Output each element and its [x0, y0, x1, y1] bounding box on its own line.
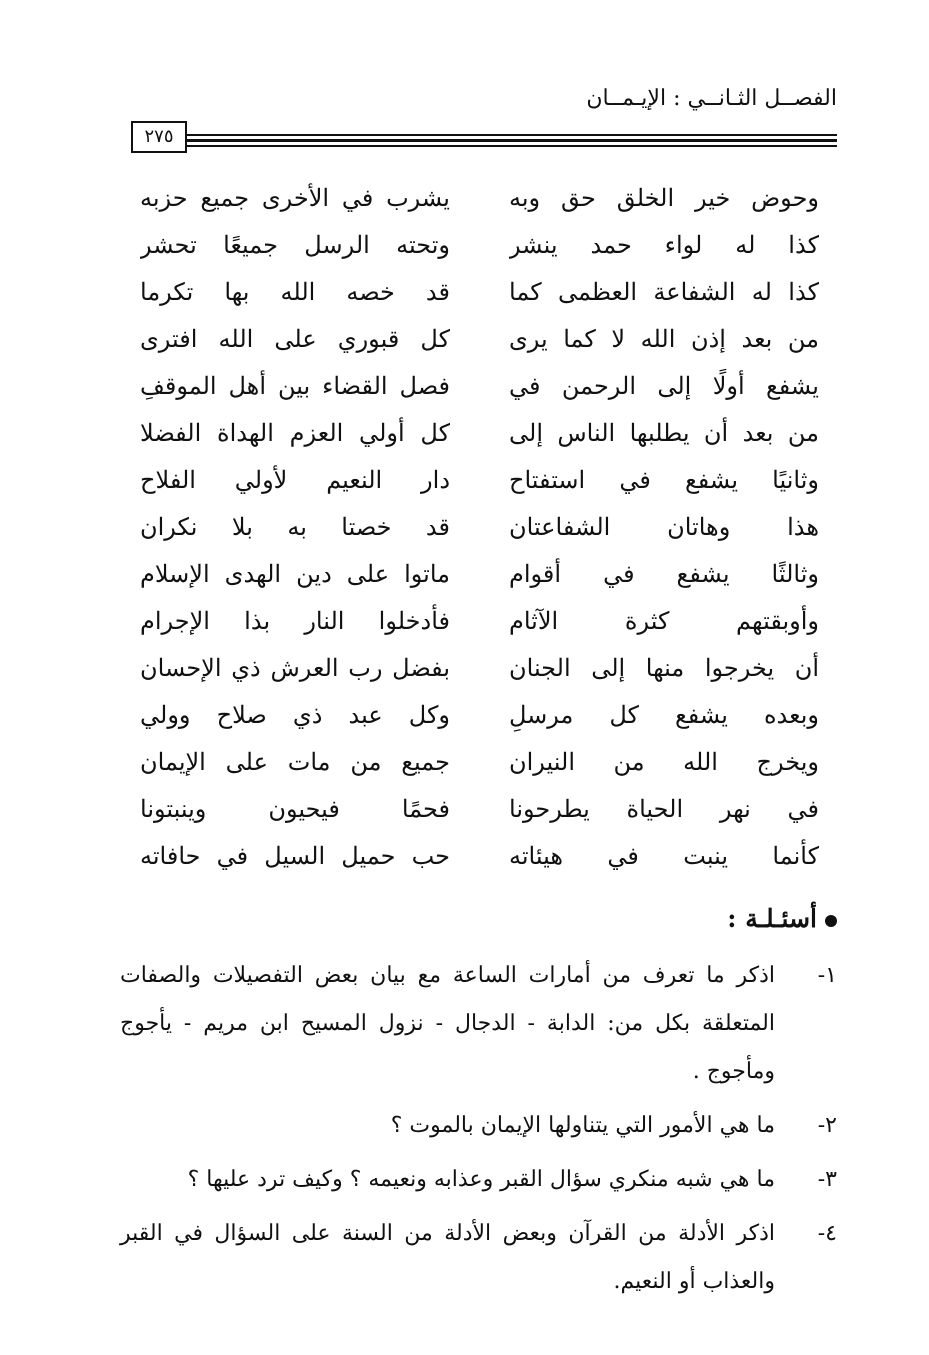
verse-second-half: وكل عبد ذي صلاح وولي [140, 701, 450, 729]
verse-first-half: كأنما ينبت في هيئاته [509, 842, 819, 870]
question-number: ٤- [817, 1221, 837, 1246]
verse-first-half: كذا له الشفاعة العظمى كما [509, 278, 819, 306]
chapter-title: الفصــل الثـانــي : الإيـمــان [586, 86, 837, 111]
verse-second-half: وتحته الرسل جميعًا تحشر [140, 231, 450, 259]
verse [0, 272, 929, 319]
questions-title: أسئـلـة : [727, 904, 817, 933]
questions-list [120, 952, 837, 1312]
verse-second-half: بفضل رب العرش ذي الإحسان [140, 654, 450, 682]
verse-first-half: وأوبقتهم كثرة الآثام [509, 607, 819, 635]
verse-second-half: فحمًا فيحيون وينبتونا [140, 795, 450, 823]
verse [0, 789, 929, 836]
verse-first-half: في نهر الحياة يطرحونا [509, 795, 819, 823]
header-rule [186, 139, 837, 142]
verse-first-half: من بعد أن يطلبها الناس إلى [509, 419, 819, 447]
verse [0, 366, 929, 413]
question-number: ٢- [817, 1113, 837, 1138]
verse-second-half: دار النعيم لأولي الفلاح [140, 466, 450, 494]
verse-second-half: فصل القضاء بين أهل الموقفِ [140, 372, 450, 400]
question-item [120, 1210, 837, 1306]
verse-first-half: أن يخرجوا منها إلى الجنان [509, 654, 819, 682]
verse-second-half: قد خصتا به بلا نكران [140, 513, 450, 541]
verse-first-half: ويخرج الله من النيران [509, 748, 819, 776]
question-item [120, 1156, 837, 1204]
question-number: ٣- [817, 1167, 837, 1192]
verse-second-half: كل قبوري على الله افترى [140, 325, 450, 353]
question-text: اذكر ما تعرف من أمارات الساعة مع بيان بعض التفصيلات والصفات المتعلقة بكل من: الدابة - الدجال - نزول المسيح ابن مريم - يأجوج ومأجوج . [120, 963, 775, 1084]
verse-first-half: هذا وهاتان الشفاعتان [509, 513, 819, 541]
poem [0, 178, 929, 883]
verse [0, 225, 929, 272]
verse-second-half: جميع من مات على الإيمان [140, 748, 450, 776]
header-rule [186, 134, 837, 136]
verse [0, 413, 929, 460]
question-number: ١- [817, 963, 837, 988]
verse-first-half: وثالثًا يشفع في أقوام [509, 560, 819, 588]
verse [0, 648, 929, 695]
verse [0, 554, 929, 601]
verse-second-half: حب حميل السيل في حافاته [140, 842, 450, 870]
verse [0, 460, 929, 507]
verse-second-half: قد خصه الله بها تكرما [140, 278, 450, 306]
verse-second-half: يشرب في الأخرى جميع حزبه [140, 184, 450, 212]
question-text: ما هي الأمور التي يتناولها الإيمان بالموت ؟ [390, 1113, 775, 1138]
verse-first-half: كذا له لواء حمد ينشر [509, 231, 819, 259]
verse [0, 742, 929, 789]
verse-second-half: كل أولي العزم الهداة الفضلا [140, 419, 450, 447]
verse-first-half: وثانيًا يشفع في استفتاح [509, 466, 819, 494]
verse [0, 507, 929, 554]
verse [0, 695, 929, 742]
verse-first-half: يشفع أولًا إلى الرحمن في [509, 372, 819, 400]
questions-heading [727, 904, 837, 933]
verse [0, 319, 929, 366]
question-item [120, 1102, 837, 1150]
page-number: ٢٧٥ [131, 121, 187, 153]
verse-second-half: فأدخلوا النار بذا الإجرام [140, 607, 450, 635]
verse [0, 836, 929, 883]
header-rule [186, 145, 837, 147]
verse [0, 178, 929, 225]
question-item [120, 952, 837, 1096]
question-text: اذكر الأدلة من القرآن وبعض الأدلة من السنة على السؤال في القبر والعذاب أو النعيم. [120, 1221, 775, 1294]
verse-first-half: من بعد إذن الله لا كما يرى [509, 325, 819, 353]
question-text: ما هي شبه منكري سؤال القبر وعذابه ونعيمه ؟ وكيف ترد عليها ؟ [187, 1167, 775, 1192]
verse-second-half: ماتوا على دين الهدى الإسلام [140, 560, 450, 588]
bullet-icon [825, 915, 837, 927]
verse-first-half: وبعده يشفع كل مرسلِ [509, 701, 819, 729]
verse [0, 601, 929, 648]
verse-first-half: وحوض خير الخلق حق وبه [509, 184, 819, 212]
